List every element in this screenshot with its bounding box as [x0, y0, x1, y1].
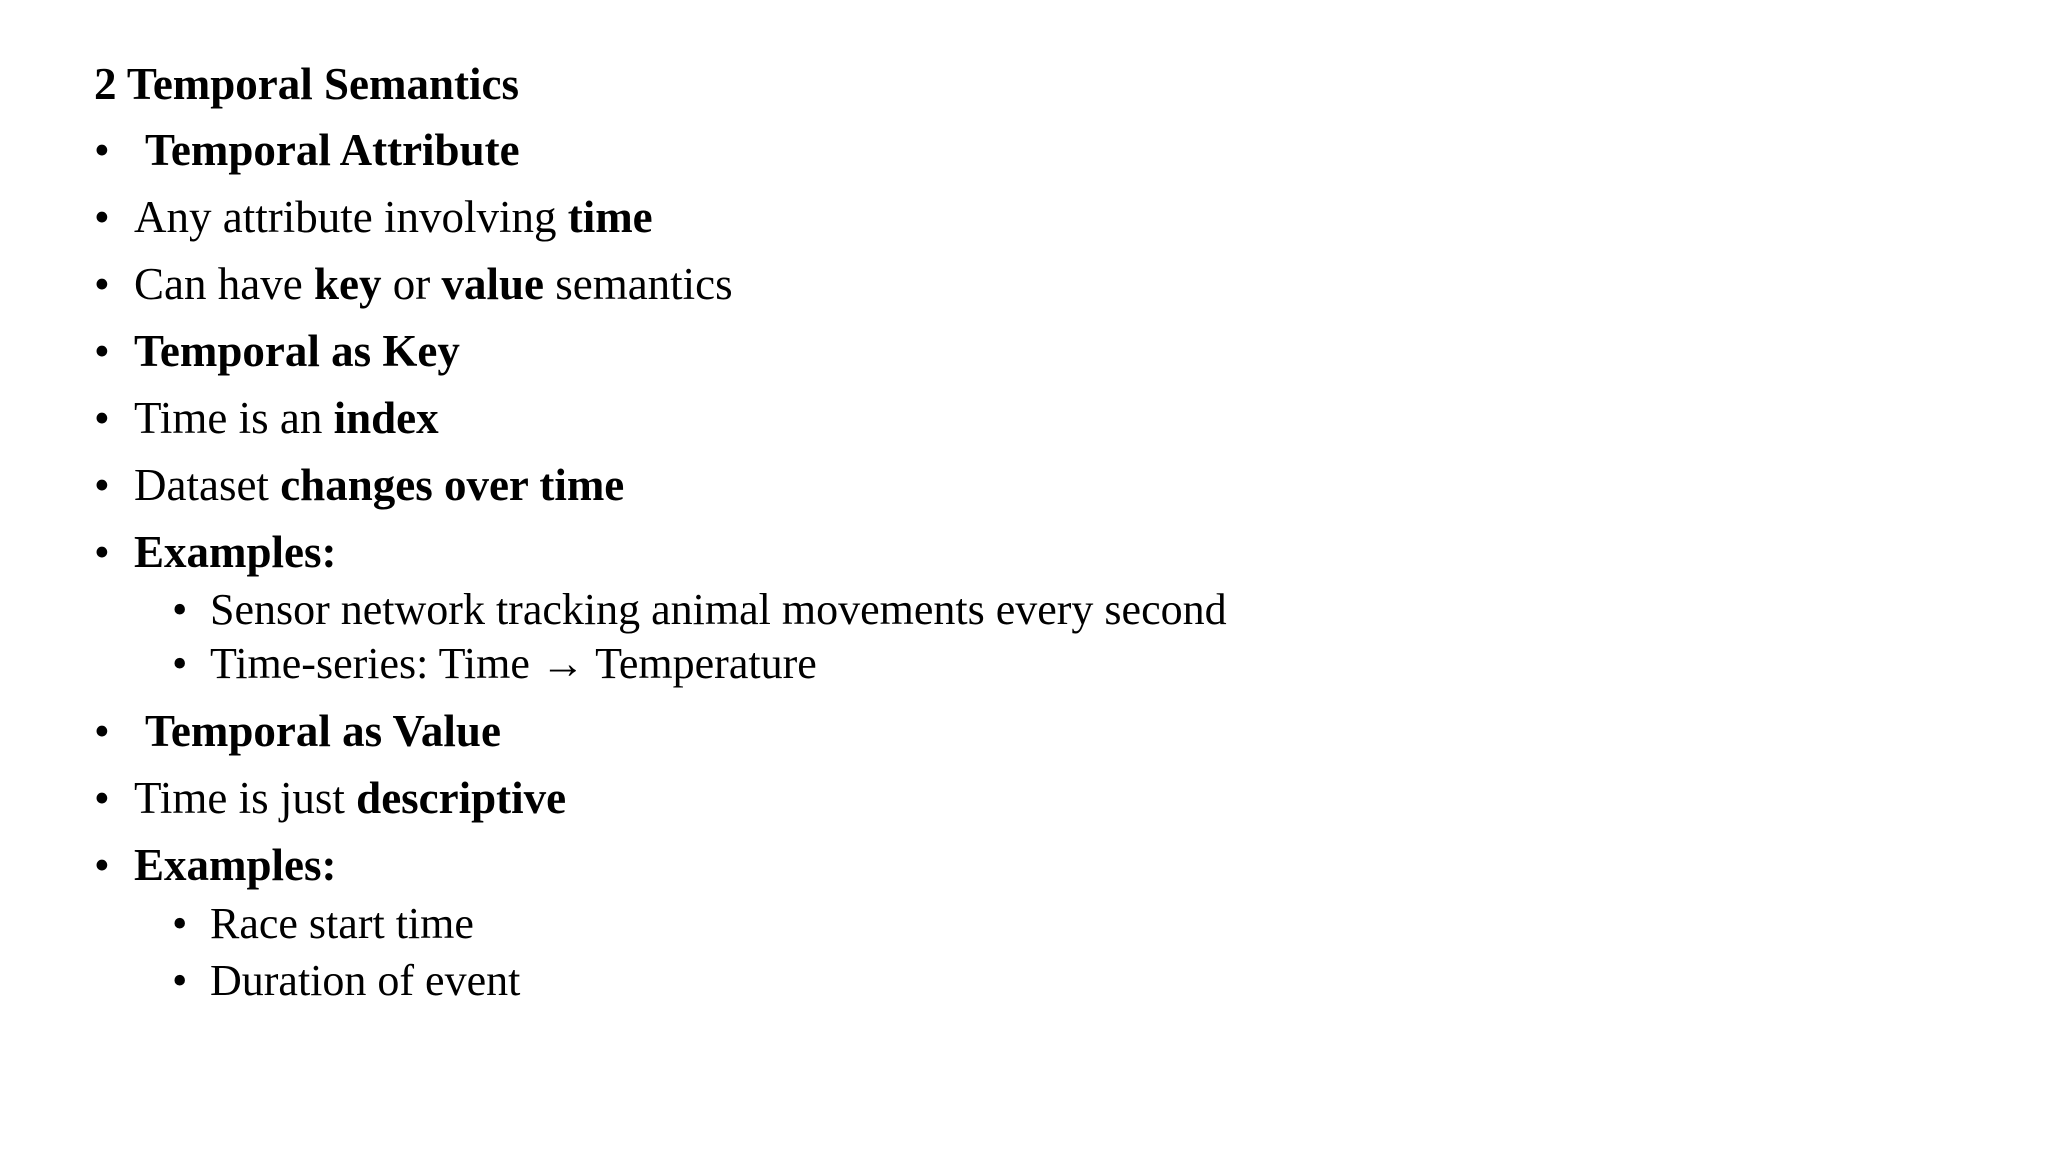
bullet-item [94, 187, 653, 247]
bold-text: key [313, 259, 382, 309]
plain-text: semantics [543, 259, 733, 309]
plain-text: Can have [134, 259, 314, 309]
bullet-marker: • [94, 259, 110, 309]
bullet-item [94, 522, 337, 582]
sub-bullet-item [172, 951, 520, 1011]
plain-text: or [381, 259, 442, 309]
bold-text: Temporal as Value [145, 706, 501, 756]
bold-text: value [441, 259, 544, 309]
bullet-marker: • [94, 840, 110, 890]
plain-text: Dataset [134, 460, 281, 510]
bullet-item [94, 768, 566, 828]
plain-text: Race start time [210, 899, 474, 948]
bold-text: Temporal as Key [134, 326, 460, 376]
bullet-marker: • [94, 326, 110, 376]
bold-text: changes over time [280, 460, 625, 510]
bullet-text [210, 899, 474, 948]
bullet-text [134, 192, 653, 242]
bold-text: Examples: [134, 527, 337, 577]
bold-text: time [567, 192, 653, 242]
bullet-text [145, 125, 520, 175]
bullet-text [210, 585, 1227, 634]
bullet-item [94, 701, 501, 761]
bold-text: Examples: [134, 840, 337, 890]
slide-title: 2 Temporal Semantics [94, 59, 520, 109]
bullet-marker: • [94, 192, 110, 242]
bullet-marker: • [94, 706, 110, 756]
plain-text: Time is just [134, 773, 357, 823]
bullet-marker: • [94, 460, 110, 510]
plain-text: Time is an [134, 393, 334, 443]
bullet-item [94, 455, 624, 515]
bullet-text [134, 393, 439, 443]
plain-text: Any attribute involving [134, 192, 568, 242]
bullet-item [94, 120, 520, 180]
bullet-item [94, 388, 439, 448]
plain-text: Time-series: Time → Temperature [210, 639, 817, 688]
bullet-marker: • [94, 125, 110, 175]
bullet-text [134, 259, 733, 309]
sub-bullet-item [172, 634, 817, 694]
bullet-marker: • [172, 899, 188, 948]
sub-bullet-item [172, 894, 474, 954]
bullet-marker: • [172, 639, 188, 688]
bullet-marker: • [172, 956, 188, 1005]
bullet-text [134, 840, 337, 890]
bullet-text [134, 773, 566, 823]
bullet-text [134, 527, 337, 577]
bullet-item [94, 835, 337, 895]
bullet-item [94, 254, 733, 314]
bullet-marker: • [172, 585, 188, 634]
bullet-marker: • [94, 393, 110, 443]
bold-text: descriptive [356, 773, 567, 823]
bullet-text [210, 956, 520, 1005]
plain-text: Sensor network tracking animal movements every second [210, 585, 1227, 634]
bold-text: Temporal Attribute [145, 125, 520, 175]
bullet-text [210, 639, 817, 688]
plain-text: Duration of event [210, 956, 521, 1005]
bullet-text [145, 706, 501, 756]
bold-text: index [333, 393, 439, 443]
bullet-text [134, 326, 460, 376]
bullet-item [94, 321, 460, 381]
bullet-marker: • [94, 527, 110, 577]
bullet-text [134, 460, 624, 510]
bullet-marker: • [94, 773, 110, 823]
sub-bullet-item [172, 580, 1227, 640]
